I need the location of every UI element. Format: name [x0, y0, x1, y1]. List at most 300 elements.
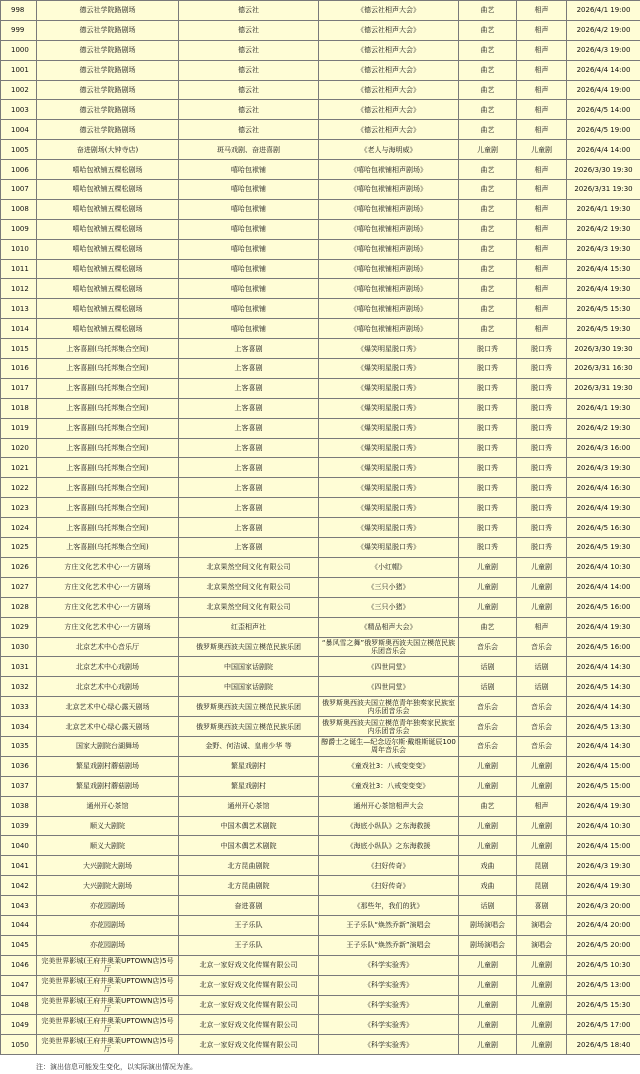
datetime-cell: 2026/4/5 19:30 — [567, 319, 640, 339]
venue-cell: 嘻哈包袱铺五棵松剧场 — [37, 219, 179, 239]
datetime-cell: 2026/4/3 19:30 — [567, 458, 640, 478]
organizer-cell: 嘻哈包袱铺 — [179, 239, 319, 259]
datetime-cell: 2026/3/31 19:30 — [567, 378, 640, 398]
title-cell: 《爆笑明星脱口秀》 — [319, 359, 459, 379]
datetime-cell: 2026/4/4 14:30 — [567, 657, 640, 677]
category-cell: 戏曲 — [459, 856, 517, 876]
table-row — [1, 637, 640, 657]
category-cell: 曲艺 — [459, 239, 517, 259]
venue-cell: 大兴剧院大剧场 — [37, 856, 179, 876]
category-cell: 话剧 — [459, 677, 517, 697]
genre-cell: 相声 — [517, 100, 567, 120]
organizer-cell: 中国木偶艺术剧院 — [179, 836, 319, 856]
datetime-cell: 2026/4/4 19:30 — [567, 279, 640, 299]
table-row — [1, 538, 640, 558]
category-cell: 儿童剧 — [459, 776, 517, 796]
category-cell: 儿童剧 — [459, 597, 517, 617]
venue-cell: 方庄文化艺术中心·一方剧场 — [37, 557, 179, 577]
category-cell: 曲艺 — [459, 80, 517, 100]
datetime-cell: 2026/4/4 16:30 — [567, 478, 640, 498]
venue-cell: 北京艺术中心音乐厅 — [37, 637, 179, 657]
title-cell: 《嘻哈包袱铺相声剧场》 — [319, 259, 459, 279]
table-row — [1, 120, 640, 140]
category-cell: 曲艺 — [459, 100, 517, 120]
genre-cell: 演唱会 — [517, 915, 567, 935]
table-row — [1, 915, 640, 935]
no-cell: 1033 — [1, 697, 37, 717]
no-cell: 1010 — [1, 239, 37, 259]
venue-cell: 方庄文化艺术中心·一方剧场 — [37, 577, 179, 597]
no-cell: 1012 — [1, 279, 37, 299]
organizer-cell: 北京一家好戏文化传媒有限公司 — [179, 975, 319, 995]
no-cell: 1028 — [1, 597, 37, 617]
table-row — [1, 518, 640, 538]
no-cell: 1021 — [1, 458, 37, 478]
organizer-cell: 德云社 — [179, 40, 319, 60]
category-cell: 曲艺 — [459, 160, 517, 180]
category-cell: 戏曲 — [459, 876, 517, 896]
category-cell: 儿童剧 — [459, 756, 517, 776]
genre-cell: 相声 — [517, 319, 567, 339]
venue-cell: 上客喜剧(乌托邦集合空间) — [37, 339, 179, 359]
no-cell: 1031 — [1, 657, 37, 677]
no-cell: 1026 — [1, 557, 37, 577]
organizer-cell: 俄罗斯奥西波夫国立模范民族乐团 — [179, 697, 319, 717]
datetime-cell: 2026/4/4 19:30 — [567, 617, 640, 637]
venue-cell: 顺义大剧院 — [37, 836, 179, 856]
table-row — [1, 1035, 640, 1055]
genre-cell: 儿童剧 — [517, 836, 567, 856]
no-cell: 1034 — [1, 717, 37, 737]
genre-cell: 脱口秀 — [517, 359, 567, 379]
datetime-cell: 2026/4/4 14:30 — [567, 697, 640, 717]
datetime-cell: 2026/4/1 19:30 — [567, 199, 640, 219]
venue-cell: 嘻哈包袱铺五棵松剧场 — [37, 239, 179, 259]
venue-cell: 上客喜剧(乌托邦集合空间) — [37, 478, 179, 498]
genre-cell: 儿童剧 — [517, 597, 567, 617]
no-cell: 1018 — [1, 398, 37, 418]
datetime-cell: 2026/4/5 16:00 — [567, 637, 640, 657]
genre-cell: 儿童剧 — [517, 756, 567, 776]
table-row — [1, 876, 640, 896]
venue-cell: 上客喜剧(乌托邦集合空间) — [37, 378, 179, 398]
organizer-cell: 俄罗斯奥西波夫国立模范民族乐团 — [179, 717, 319, 737]
category-cell: 脱口秀 — [459, 518, 517, 538]
organizer-cell: 中国国家话剧院 — [179, 657, 319, 677]
genre-cell: 儿童剧 — [517, 557, 567, 577]
category-cell: 曲艺 — [459, 219, 517, 239]
table-row — [1, 100, 640, 120]
genre-cell: 话剧 — [517, 677, 567, 697]
venue-cell: 嘻哈包袱铺五棵松剧场 — [37, 279, 179, 299]
venue-cell: 方庄文化艺术中心·一方剧场 — [37, 597, 179, 617]
organizer-cell: 上客喜剧 — [179, 518, 319, 538]
title-cell: 《嘻哈包袱铺相声剧场》 — [319, 180, 459, 200]
venue-cell: 北京艺术中心戏剧场 — [37, 677, 179, 697]
no-cell: 1016 — [1, 359, 37, 379]
table-row — [1, 597, 640, 617]
organizer-cell: 德云社 — [179, 120, 319, 140]
title-cell: 《爆笑明星脱口秀》 — [319, 458, 459, 478]
category-cell: 音乐会 — [459, 637, 517, 657]
genre-cell: 音乐会 — [517, 717, 567, 737]
category-cell: 曲艺 — [459, 40, 517, 60]
organizer-cell: 红歪相声社 — [179, 617, 319, 637]
datetime-cell: 2026/4/4 19:30 — [567, 796, 640, 816]
genre-cell: 脱口秀 — [517, 518, 567, 538]
category-cell: 曲艺 — [459, 120, 517, 140]
organizer-cell: 繁星戏剧村 — [179, 776, 319, 796]
category-cell: 儿童剧 — [459, 557, 517, 577]
venue-cell: 上客喜剧(乌托邦集合空间) — [37, 418, 179, 438]
category-cell: 儿童剧 — [459, 816, 517, 836]
organizer-cell: 嘻哈包袱铺 — [179, 160, 319, 180]
datetime-cell: 2026/4/4 10:30 — [567, 816, 640, 836]
venue-cell: 繁星戏剧村蘑菇剧场 — [37, 756, 179, 776]
no-cell: 1038 — [1, 796, 37, 816]
datetime-cell: 2026/4/4 15:00 — [567, 756, 640, 776]
table-row — [1, 219, 640, 239]
venue-cell: 大兴剧院大剧场 — [37, 876, 179, 896]
table-row — [1, 756, 640, 776]
title-cell: 《嘻哈包袱铺相声剧场》 — [319, 319, 459, 339]
venue-cell: 嘻哈包袱铺五棵松剧场 — [37, 160, 179, 180]
genre-cell: 儿童剧 — [517, 816, 567, 836]
footnote: 注：演出信息可能发生变化，以实际演出情况为准。 — [36, 1063, 197, 1071]
category-cell: 曲艺 — [459, 1, 517, 21]
organizer-cell: 北京一家好戏文化传媒有限公司 — [179, 955, 319, 975]
table-row — [1, 339, 640, 359]
organizer-cell: 中国木偶艺术剧院 — [179, 816, 319, 836]
venue-cell: 上客喜剧(乌托邦集合空间) — [37, 398, 179, 418]
genre-cell: 话剧 — [517, 657, 567, 677]
table-row — [1, 160, 640, 180]
genre-cell: 相声 — [517, 180, 567, 200]
category-cell: 儿童剧 — [459, 1035, 517, 1055]
title-cell: 《三只小猪》 — [319, 597, 459, 617]
datetime-cell: 2026/4/4 15:00 — [567, 836, 640, 856]
category-cell: 儿童剧 — [459, 140, 517, 160]
category-cell: 曲艺 — [459, 319, 517, 339]
no-cell: 1041 — [1, 856, 37, 876]
title-cell: 《德云社相声大会》 — [319, 40, 459, 60]
title-cell: 《科学实验秀》 — [319, 955, 459, 975]
datetime-cell: 2026/4/4 19:00 — [567, 80, 640, 100]
title-cell: 《爆笑明星脱口秀》 — [319, 498, 459, 518]
venue-cell: 德云社学院路剧场 — [37, 120, 179, 140]
table-row — [1, 279, 640, 299]
venue-cell: 嘻哈包袱铺五棵松剧场 — [37, 259, 179, 279]
organizer-cell: 北京一家好戏文化传媒有限公司 — [179, 995, 319, 1015]
no-cell: 1013 — [1, 299, 37, 319]
no-cell: 1040 — [1, 836, 37, 856]
organizer-cell: 上客喜剧 — [179, 478, 319, 498]
table-row — [1, 995, 640, 1015]
table-row — [1, 1, 640, 21]
genre-cell: 脱口秀 — [517, 478, 567, 498]
genre-cell: 脱口秀 — [517, 438, 567, 458]
no-cell: 1000 — [1, 40, 37, 60]
category-cell: 话剧 — [459, 657, 517, 677]
organizer-cell: 北京果然空间文化有限公司 — [179, 597, 319, 617]
no-cell: 1009 — [1, 219, 37, 239]
category-cell: 音乐会 — [459, 736, 517, 756]
genre-cell: 儿童剧 — [517, 995, 567, 1015]
table-row — [1, 796, 640, 816]
title-cell: 《嘻哈包袱铺相声剧场》 — [319, 219, 459, 239]
no-cell: 1032 — [1, 677, 37, 697]
venue-cell: 嘻哈包袱铺五棵松剧场 — [37, 319, 179, 339]
datetime-cell: 2026/4/5 14:30 — [567, 677, 640, 697]
datetime-cell: 2026/4/5 16:00 — [567, 597, 640, 617]
datetime-cell: 2026/4/2 19:30 — [567, 219, 640, 239]
genre-cell: 脱口秀 — [517, 378, 567, 398]
venue-cell: 完美世界影城(王府井奥莱UPTOWN店)5号厅 — [37, 1035, 179, 1055]
table-row — [1, 816, 640, 836]
title-cell: 《爆笑明星脱口秀》 — [319, 538, 459, 558]
title-cell: 《嘻哈包袱铺相声剧场》 — [319, 199, 459, 219]
organizer-cell: 嘻哈包袱铺 — [179, 199, 319, 219]
table-row — [1, 478, 640, 498]
table-row — [1, 776, 640, 796]
category-cell: 曲艺 — [459, 60, 517, 80]
venue-cell: 上客喜剧(乌托邦集合空间) — [37, 518, 179, 538]
venue-cell: 德云社学院路剧场 — [37, 100, 179, 120]
venue-cell: 上客喜剧(乌托邦集合空间) — [37, 458, 179, 478]
organizer-cell: 上客喜剧 — [179, 498, 319, 518]
no-cell: 1022 — [1, 478, 37, 498]
datetime-cell: 2026/4/4 19:30 — [567, 498, 640, 518]
title-cell: 王子乐队“焕然乔新”演唱会 — [319, 915, 459, 935]
no-cell: 1001 — [1, 60, 37, 80]
venue-cell: 德云社学院路剧场 — [37, 40, 179, 60]
venue-cell: 完美世界影城(王府井奥莱UPTOWN店)5号厅 — [37, 975, 179, 995]
datetime-cell: 2026/4/1 19:00 — [567, 1, 640, 21]
organizer-cell: 上客喜剧 — [179, 398, 319, 418]
genre-cell: 相声 — [517, 796, 567, 816]
genre-cell: 脱口秀 — [517, 418, 567, 438]
venue-cell: 亦花园剧场 — [37, 935, 179, 955]
genre-cell: 儿童剧 — [517, 776, 567, 796]
no-cell: 999 — [1, 20, 37, 40]
datetime-cell: 2026/3/30 19:30 — [567, 160, 640, 180]
organizer-cell: 北京果然空间文化有限公司 — [179, 577, 319, 597]
genre-cell: 儿童剧 — [517, 1035, 567, 1055]
table-row — [1, 239, 640, 259]
venue-cell: 德云社学院路剧场 — [37, 60, 179, 80]
title-cell: 《那些年，我们的犹》 — [319, 896, 459, 916]
organizer-cell: 中国国家话剧院 — [179, 677, 319, 697]
datetime-cell: 2026/4/5 10:30 — [567, 955, 640, 975]
no-cell: 1025 — [1, 538, 37, 558]
title-cell: 俄罗斯奥西波夫国立模范青年独奏家民族室内乐团音乐会 — [319, 717, 459, 737]
organizer-cell: 嘻哈包袱铺 — [179, 180, 319, 200]
table-row — [1, 319, 640, 339]
no-cell: 1024 — [1, 518, 37, 538]
organizer-cell: 上客喜剧 — [179, 418, 319, 438]
no-cell: 1035 — [1, 736, 37, 756]
venue-cell: 亦花园剧场 — [37, 915, 179, 935]
table-row — [1, 617, 640, 637]
datetime-cell: 2026/4/2 19:00 — [567, 20, 640, 40]
datetime-cell: 2026/4/5 19:30 — [567, 538, 640, 558]
genre-cell: 相声 — [517, 40, 567, 60]
genre-cell: 脱口秀 — [517, 398, 567, 418]
datetime-cell: 2026/4/5 15:30 — [567, 299, 640, 319]
table-row — [1, 199, 640, 219]
table-row — [1, 836, 640, 856]
venue-cell: 嘻哈包袱铺五棵松剧场 — [37, 180, 179, 200]
no-cell: 1023 — [1, 498, 37, 518]
category-cell: 脱口秀 — [459, 398, 517, 418]
genre-cell: 相声 — [517, 299, 567, 319]
venue-cell: 方庄文化艺术中心·一方剧场 — [37, 617, 179, 637]
title-cell: “暴风雪之舞”俄罗斯奥西波夫国立模范民族乐团音乐会 — [319, 637, 459, 657]
category-cell: 曲艺 — [459, 299, 517, 319]
no-cell: 1014 — [1, 319, 37, 339]
datetime-cell: 2026/4/4 10:30 — [567, 557, 640, 577]
category-cell: 音乐会 — [459, 717, 517, 737]
no-cell: 1006 — [1, 160, 37, 180]
organizer-cell: 德云社 — [179, 80, 319, 100]
venue-cell: 北京艺术中心绿心露天剧场 — [37, 717, 179, 737]
genre-cell: 音乐会 — [517, 736, 567, 756]
datetime-cell: 2026/4/4 14:30 — [567, 736, 640, 756]
title-cell: 《德云社相声大会》 — [319, 20, 459, 40]
venue-cell: 上客喜剧(乌托邦集合空间) — [37, 498, 179, 518]
category-cell: 曲艺 — [459, 259, 517, 279]
datetime-cell: 2026/3/31 19:30 — [567, 180, 640, 200]
table-row — [1, 398, 640, 418]
datetime-cell: 2026/4/4 20:00 — [567, 915, 640, 935]
table-row — [1, 935, 640, 955]
datetime-cell: 2026/4/5 13:30 — [567, 717, 640, 737]
datetime-cell: 2026/4/4 15:30 — [567, 259, 640, 279]
title-cell: 《四世同堂》 — [319, 677, 459, 697]
no-cell: 1036 — [1, 756, 37, 776]
datetime-cell: 2026/4/5 20:00 — [567, 935, 640, 955]
no-cell: 1004 — [1, 120, 37, 140]
title-cell: 《扫好传奇》 — [319, 876, 459, 896]
venue-cell: 顺义大剧院 — [37, 816, 179, 836]
title-cell: 《童戏社3：八戒变变变》 — [319, 756, 459, 776]
genre-cell: 儿童剧 — [517, 140, 567, 160]
title-cell: 《爆笑明星脱口秀》 — [319, 418, 459, 438]
category-cell: 曲艺 — [459, 279, 517, 299]
datetime-cell: 2026/4/5 13:00 — [567, 975, 640, 995]
datetime-cell: 2026/4/1 19:30 — [567, 398, 640, 418]
organizer-cell: 上客喜剧 — [179, 378, 319, 398]
table-row — [1, 955, 640, 975]
table-row — [1, 378, 640, 398]
no-cell: 1005 — [1, 140, 37, 160]
organizer-cell: 上客喜剧 — [179, 458, 319, 478]
venue-cell: 嘻哈包袱铺五棵松剧场 — [37, 199, 179, 219]
genre-cell: 相声 — [517, 199, 567, 219]
no-cell: 1037 — [1, 776, 37, 796]
venue-cell: 上客喜剧(乌托邦集合空间) — [37, 438, 179, 458]
title-cell: 《三只小猪》 — [319, 577, 459, 597]
table-row — [1, 20, 640, 40]
title-cell: 《德云社相声大会》 — [319, 100, 459, 120]
table-row — [1, 736, 640, 756]
category-cell: 曲艺 — [459, 199, 517, 219]
title-cell: 《科学实验秀》 — [319, 975, 459, 995]
no-cell: 1007 — [1, 180, 37, 200]
title-cell: 《海底小纵队》之东海救援 — [319, 816, 459, 836]
title-cell: 俄罗斯奥西波夫国立模范青年独奏家民族室内乐团音乐会 — [319, 697, 459, 717]
table-row — [1, 438, 640, 458]
title-cell: 《嘻哈包袱铺相声剧场》 — [319, 299, 459, 319]
title-cell: 《四世同堂》 — [319, 657, 459, 677]
no-cell: 1019 — [1, 418, 37, 438]
category-cell: 音乐会 — [459, 697, 517, 717]
venue-cell: 完美世界影城(王府井奥莱UPTOWN店)5号厅 — [37, 955, 179, 975]
genre-cell: 音乐会 — [517, 637, 567, 657]
table-row — [1, 1015, 640, 1035]
no-cell: 998 — [1, 1, 37, 21]
venue-cell: 奋进剧场(大钟寺店) — [37, 140, 179, 160]
organizer-cell: 上客喜剧 — [179, 438, 319, 458]
category-cell: 脱口秀 — [459, 538, 517, 558]
category-cell: 曲艺 — [459, 796, 517, 816]
datetime-cell: 2026/4/5 15:00 — [567, 776, 640, 796]
no-cell: 1003 — [1, 100, 37, 120]
datetime-cell: 2026/4/4 14:00 — [567, 577, 640, 597]
venue-cell: 国家大剧院台湖舞场 — [37, 736, 179, 756]
no-cell: 1002 — [1, 80, 37, 100]
table-row — [1, 498, 640, 518]
datetime-cell: 2026/4/4 14:00 — [567, 60, 640, 80]
venue-cell: 北京艺术中心绿心露天剧场 — [37, 697, 179, 717]
datetime-cell: 2026/4/4 14:00 — [567, 140, 640, 160]
organizer-cell: 上客喜剧 — [179, 538, 319, 558]
table-row — [1, 557, 640, 577]
organizer-cell: 北方昆曲剧院 — [179, 856, 319, 876]
no-cell: 1047 — [1, 975, 37, 995]
genre-cell: 脱口秀 — [517, 538, 567, 558]
table-row — [1, 677, 640, 697]
venue-cell: 北京艺术中心戏剧场 — [37, 657, 179, 677]
organizer-cell: 金野、何洁诚、皇甫少华 等 — [179, 736, 319, 756]
organizer-cell: 嘻哈包袱铺 — [179, 279, 319, 299]
category-cell: 儿童剧 — [459, 836, 517, 856]
datetime-cell: 2026/4/3 19:30 — [567, 856, 640, 876]
title-cell: 《小红帽》 — [319, 557, 459, 577]
no-cell: 1008 — [1, 199, 37, 219]
genre-cell: 脱口秀 — [517, 339, 567, 359]
organizer-cell: 嘻哈包袱铺 — [179, 319, 319, 339]
table-row — [1, 299, 640, 319]
title-cell: 《德云社相声大会》 — [319, 1, 459, 21]
venue-cell: 德云社学院路剧场 — [37, 80, 179, 100]
organizer-cell: 嘻哈包袱铺 — [179, 299, 319, 319]
title-cell: 《科学实验秀》 — [319, 1015, 459, 1035]
no-cell: 1043 — [1, 896, 37, 916]
organizer-cell: 繁星戏剧村 — [179, 756, 319, 776]
title-cell: 《科学实验秀》 — [319, 1035, 459, 1055]
genre-cell: 脱口秀 — [517, 498, 567, 518]
organizer-cell: 斑马戏剧、奋进喜剧 — [179, 140, 319, 160]
organizer-cell: 德云社 — [179, 100, 319, 120]
table-row — [1, 657, 640, 677]
venue-cell: 完美世界影城(王府井奥莱UPTOWN店)5号厅 — [37, 1015, 179, 1035]
title-cell: 《老人与海明威》 — [319, 140, 459, 160]
venue-cell: 通州开心茶馆 — [37, 796, 179, 816]
title-cell: 《爆笑明星脱口秀》 — [319, 438, 459, 458]
category-cell: 脱口秀 — [459, 438, 517, 458]
table-row — [1, 577, 640, 597]
